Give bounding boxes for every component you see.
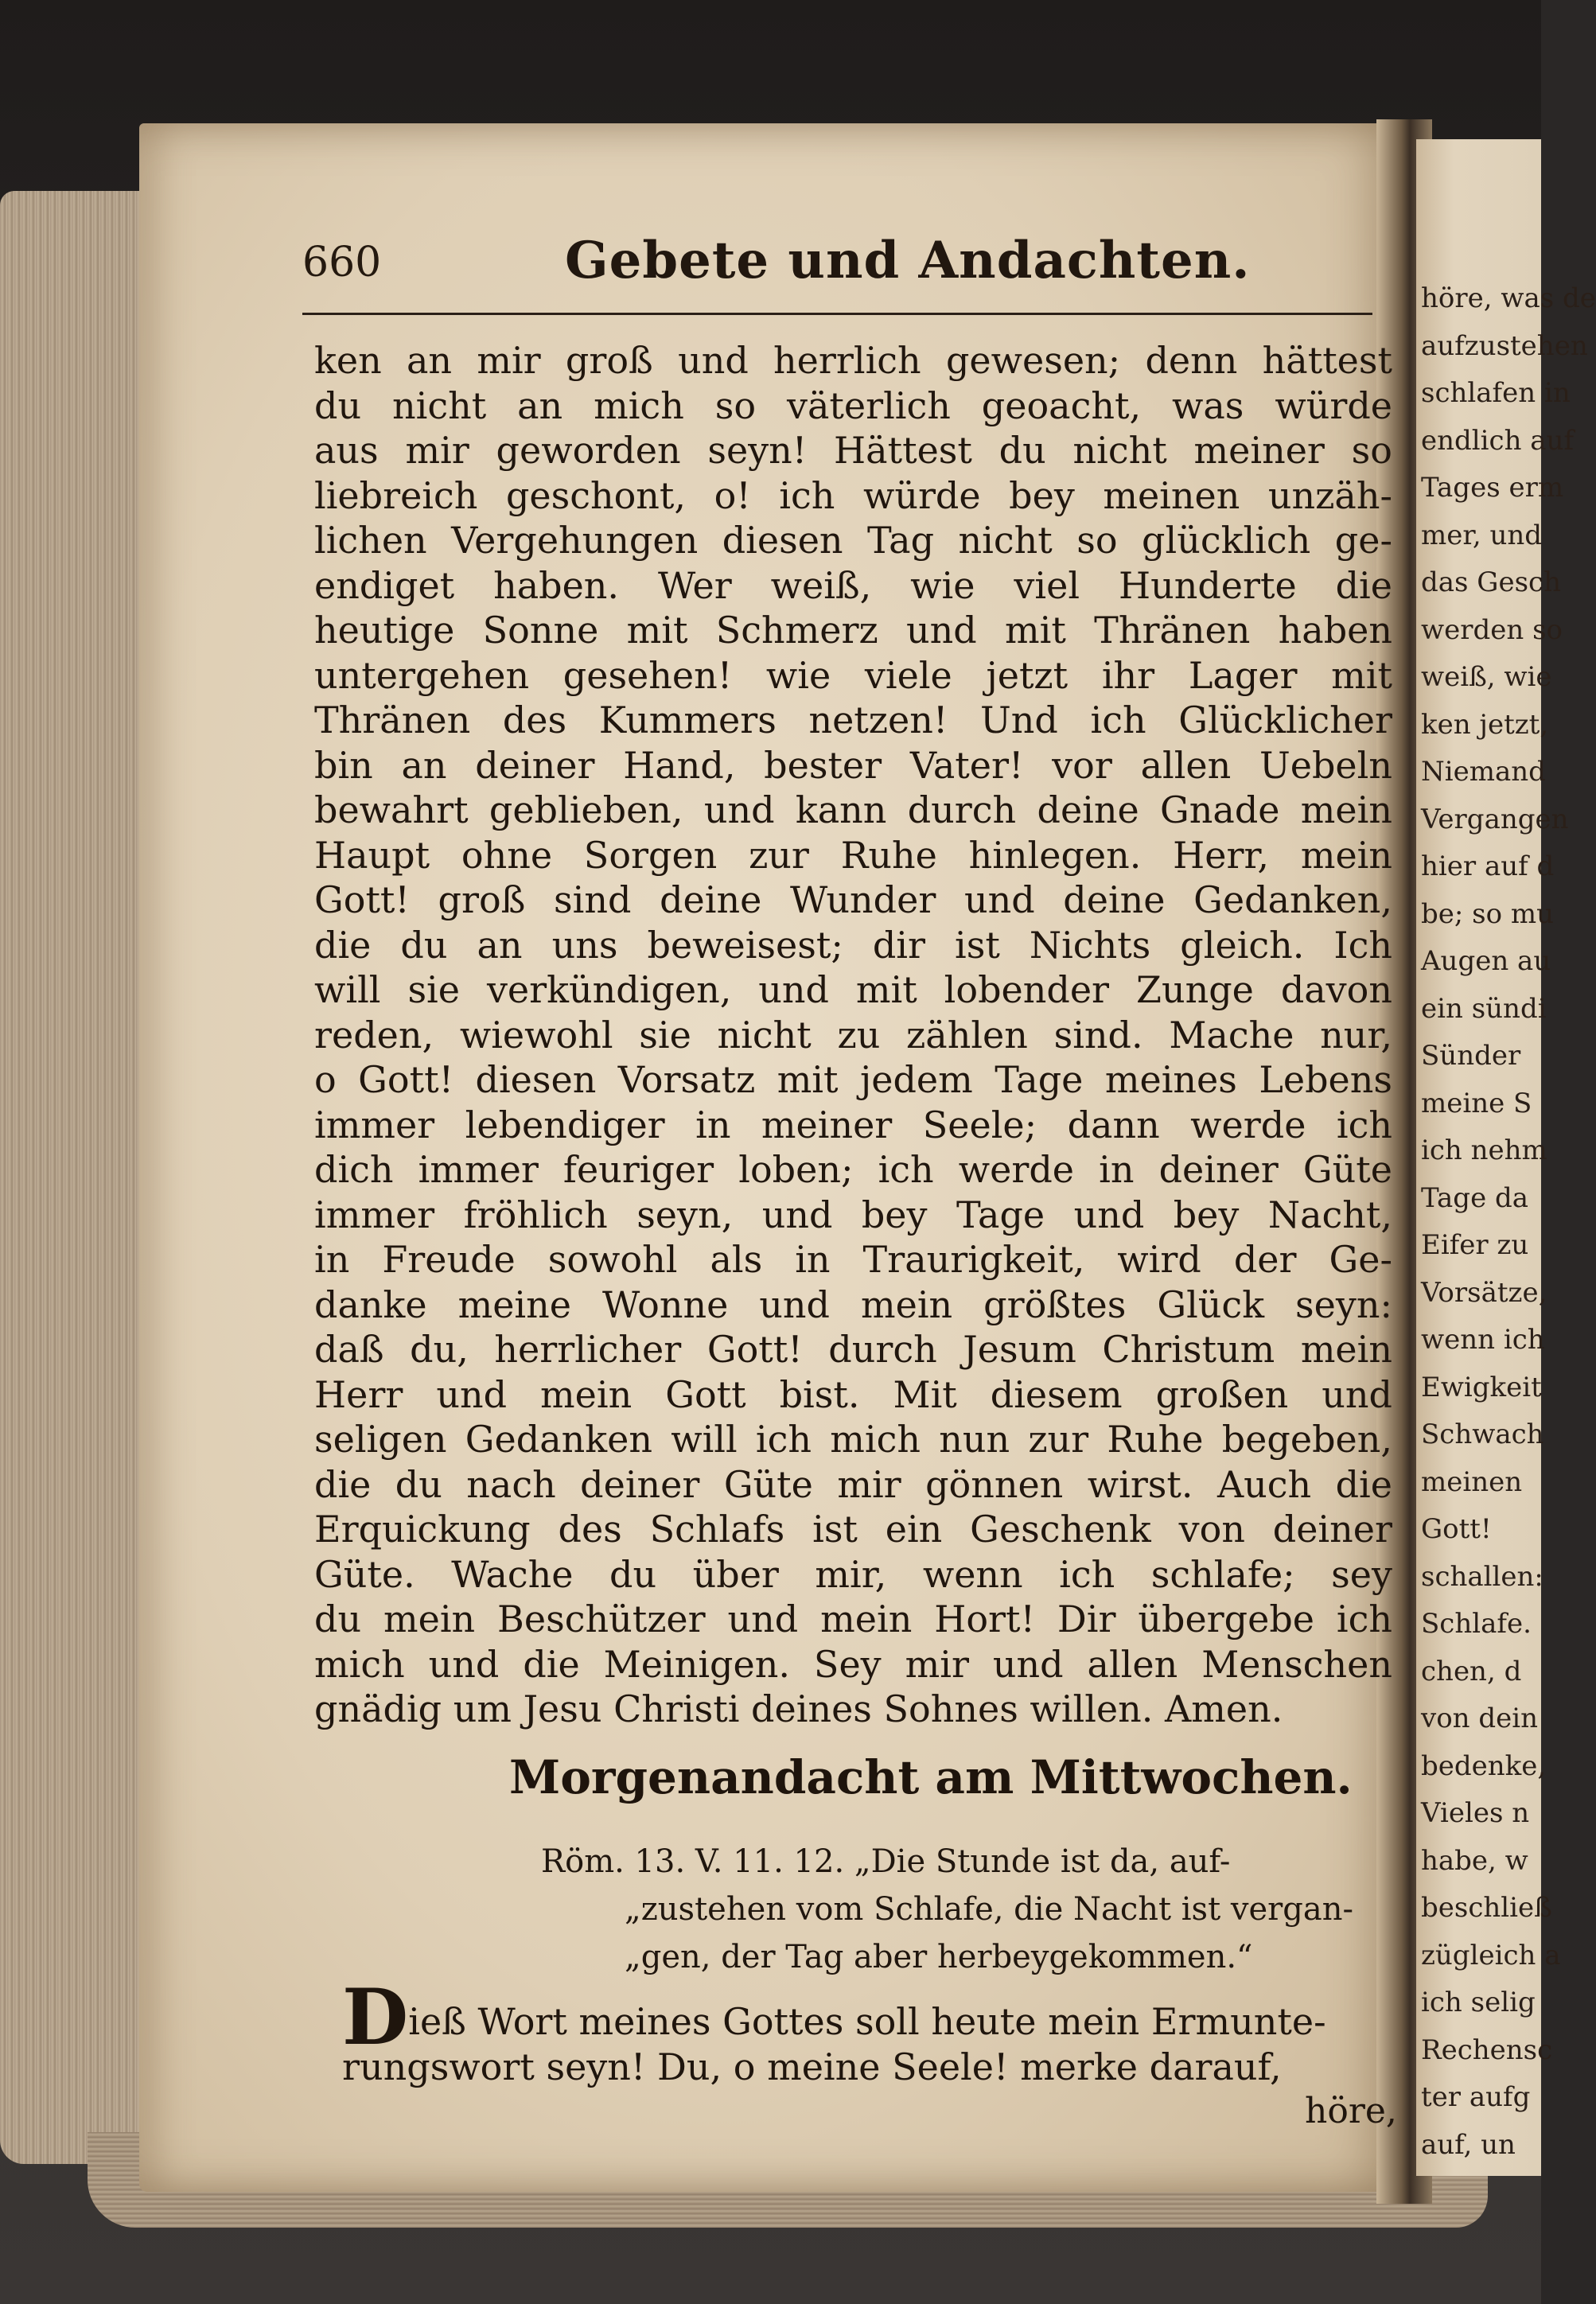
next-page-fragment bbox=[1416, 139, 1596, 2176]
next-page-line: Niemand bbox=[1421, 756, 1546, 788]
text-line: du nicht an mich so väterlich geoacht, was würde bbox=[314, 383, 1392, 427]
next-page-line: höre, was de bbox=[1421, 282, 1596, 314]
text-line: Thränen des Kummers netzen! Und ich Glücklicher bbox=[314, 699, 1392, 741]
opening-line bbox=[342, 1972, 1408, 2062]
next-page-line: Tage da bbox=[1421, 1181, 1529, 1214]
text-line: untergehen gesehen! wie viele jetzt ihr Lager mit bbox=[314, 653, 1392, 697]
next-page-line: bedenke, bbox=[1421, 1749, 1547, 1782]
prayer-body bbox=[314, 338, 1392, 1732]
next-page-line: Vorsätze, bbox=[1421, 1276, 1547, 1309]
next-page-line: Rechensc bbox=[1421, 2034, 1553, 2066]
text-line: o Gott! diesen Vorsatz mit jedem Tage meines Lebens bbox=[314, 1058, 1392, 1101]
text-line: Haupt ohne Sorgen zur Ruhe hinlegen. Herr, mein bbox=[314, 833, 1392, 877]
next-page-line: Schwach bbox=[1421, 1419, 1544, 1450]
page-header bbox=[302, 231, 1384, 294]
drop-initial: D bbox=[342, 1972, 409, 2062]
text-line: in Freude sowohl als in Traurigkeit, wird der Ge- bbox=[314, 1238, 1392, 1281]
next-page-line: Tages erm bbox=[1421, 472, 1564, 504]
next-page-line: be; so mu bbox=[1421, 897, 1555, 930]
next-page-line: auf, un bbox=[1421, 2128, 1516, 2161]
next-page-line: endlich auf bbox=[1421, 424, 1575, 457]
verse-line: „gen, der Tag aber herbeygekommen.“ bbox=[625, 1939, 1253, 1975]
running-head: Gebete und Andachten. bbox=[565, 231, 1251, 290]
next-page-line: aufzustehen bbox=[1421, 329, 1588, 362]
next-page-line: weiß, wie bbox=[1421, 661, 1552, 693]
text-line: endiget haben. Wer weiß, wie viel Hunderte die bbox=[314, 563, 1392, 607]
text-line: bewahrt geblieben, und kann durch deine Gnade mein bbox=[314, 788, 1392, 831]
catchword: höre, bbox=[1305, 2091, 1397, 2131]
text-line: danke meine Wonne und mein größtes Glück seyn: bbox=[314, 1282, 1392, 1326]
text-line: aus mir geworden seyn! Hättest du nicht meiner so bbox=[314, 429, 1392, 472]
next-page-line: meinen bbox=[1421, 1465, 1523, 1498]
next-page-line: ein sündi bbox=[1421, 992, 1547, 1025]
text-line: dich immer feuriger loben; ich werde in deiner Güte bbox=[314, 1148, 1392, 1191]
text-line: heutige Sonne mit Schmerz und mit Thränen haben bbox=[314, 609, 1392, 652]
text-line: immer lebendiger in meiner Seele; dann werde ich bbox=[314, 1103, 1392, 1146]
next-page-line: ich nehm bbox=[1421, 1134, 1547, 1166]
text-line: Erquickung des Schlafs ist ein Geschenk von deiner bbox=[314, 1508, 1392, 1551]
next-page-line: schallen: bbox=[1421, 1560, 1543, 1593]
text-line: Güte. Wache du über mir, wenn ich schlafe; sey bbox=[314, 1552, 1392, 1596]
verse-line: Röm. 13. V. 11. 12. „Die Stunde ist da, auf- bbox=[541, 1843, 1231, 1880]
text-line: immer fröhlich seyn, und bey Tage und bey Nacht, bbox=[314, 1193, 1392, 1236]
next-page-line: ter aufg bbox=[1421, 2081, 1531, 2113]
text-line: Herr und mein Gott bist. Mit diesem großen und bbox=[314, 1372, 1392, 1416]
text-line: will sie verkündigen, und mit lobender Zunge davon bbox=[314, 968, 1392, 1011]
page-number: 660 bbox=[302, 239, 382, 286]
text-line: lichen Vergehungen diesen Tag nicht so glücklich ge- bbox=[314, 519, 1392, 562]
next-page-line: zügleich a bbox=[1421, 1939, 1561, 1971]
text-line: du mein Beschützer und mein Hort! Dir übergebe ich bbox=[314, 1598, 1392, 1640]
next-page-line: mer, und bbox=[1421, 519, 1543, 551]
text-line: bin an deiner Hand, bester Vater! vor allen Uebeln bbox=[314, 743, 1392, 787]
text-line: ken an mir groß und herrlich gewesen; denn hättest bbox=[314, 339, 1392, 382]
next-page-line: Augen au bbox=[1421, 945, 1551, 977]
next-page-line: Eifer zu bbox=[1421, 1229, 1529, 1261]
next-page-line: ken jetzt, bbox=[1421, 708, 1549, 741]
meditation-opening bbox=[342, 1972, 1408, 2092]
text-line: die du nach deiner Güte mir gönnen wirst. Auch die bbox=[314, 1462, 1392, 1506]
next-page-line: Vergangen bbox=[1421, 803, 1569, 835]
section-title: Morgenandacht am Mittwochen. bbox=[509, 1750, 1353, 1804]
verse-line: „zustehen vom Schlafe, die Nacht ist vergan- bbox=[625, 1891, 1353, 1928]
next-page-line: Sünder bbox=[1421, 1040, 1521, 1072]
text-line: Gott! groß sind deine Wunder und deine Gedanken, bbox=[314, 878, 1392, 921]
next-page-line: das Gesch bbox=[1421, 566, 1561, 598]
next-page-line: beschließ bbox=[1421, 1892, 1552, 1924]
next-page-line: von dein bbox=[1421, 1703, 1539, 1734]
next-page-line: chen, d bbox=[1421, 1655, 1522, 1687]
text-line: mich und die Meinigen. Sey mir und allen Menschen bbox=[314, 1642, 1392, 1686]
text-line: daß du, herrlicher Gott! durch Jesum Christum mein bbox=[314, 1328, 1392, 1371]
next-page-line: Gott! bbox=[1421, 1513, 1492, 1545]
next-page-line: Schlafe. bbox=[1421, 1608, 1532, 1640]
opening-line: rungswort seyn! Du, o meine Seele! merke darauf, bbox=[342, 2045, 1282, 2088]
next-page-line: habe, w bbox=[1421, 1844, 1528, 1877]
opening-line-text: ieß Wort meines Gottes soll heute mein Ermunte- bbox=[408, 2000, 1326, 2043]
next-page-line: Vieles n bbox=[1421, 1797, 1530, 1829]
next-page-line: ich selig bbox=[1421, 1987, 1536, 2018]
scripture-verse bbox=[541, 1838, 1408, 1981]
next-page-line: wenn ich bbox=[1421, 1324, 1545, 1356]
text-line: seligen Gedanken will ich mich nun zur Ruhe begeben, bbox=[314, 1418, 1392, 1461]
text-line: reden, wiewohl sie nicht zu zählen sind. Mache nur, bbox=[314, 1013, 1392, 1057]
text-line: gnädig um Jesu Christi deines Sohnes willen. Amen. bbox=[314, 1687, 1283, 1730]
text-line: liebreich geschont, o! ich würde bey meinen unzäh- bbox=[314, 473, 1392, 517]
next-page-line: Ewigkeit bbox=[1421, 1371, 1542, 1403]
next-page-line: hier auf d bbox=[1421, 850, 1555, 882]
next-page-line: werden so bbox=[1421, 613, 1563, 646]
text-line: die du an uns beweisest; dir ist Nichts gleich. Ich bbox=[314, 923, 1392, 967]
page-edges-left bbox=[0, 191, 151, 2164]
header-rule bbox=[302, 313, 1372, 315]
next-page-line: meine S bbox=[1421, 1087, 1532, 1119]
next-page-line: schlafen in bbox=[1421, 377, 1571, 409]
